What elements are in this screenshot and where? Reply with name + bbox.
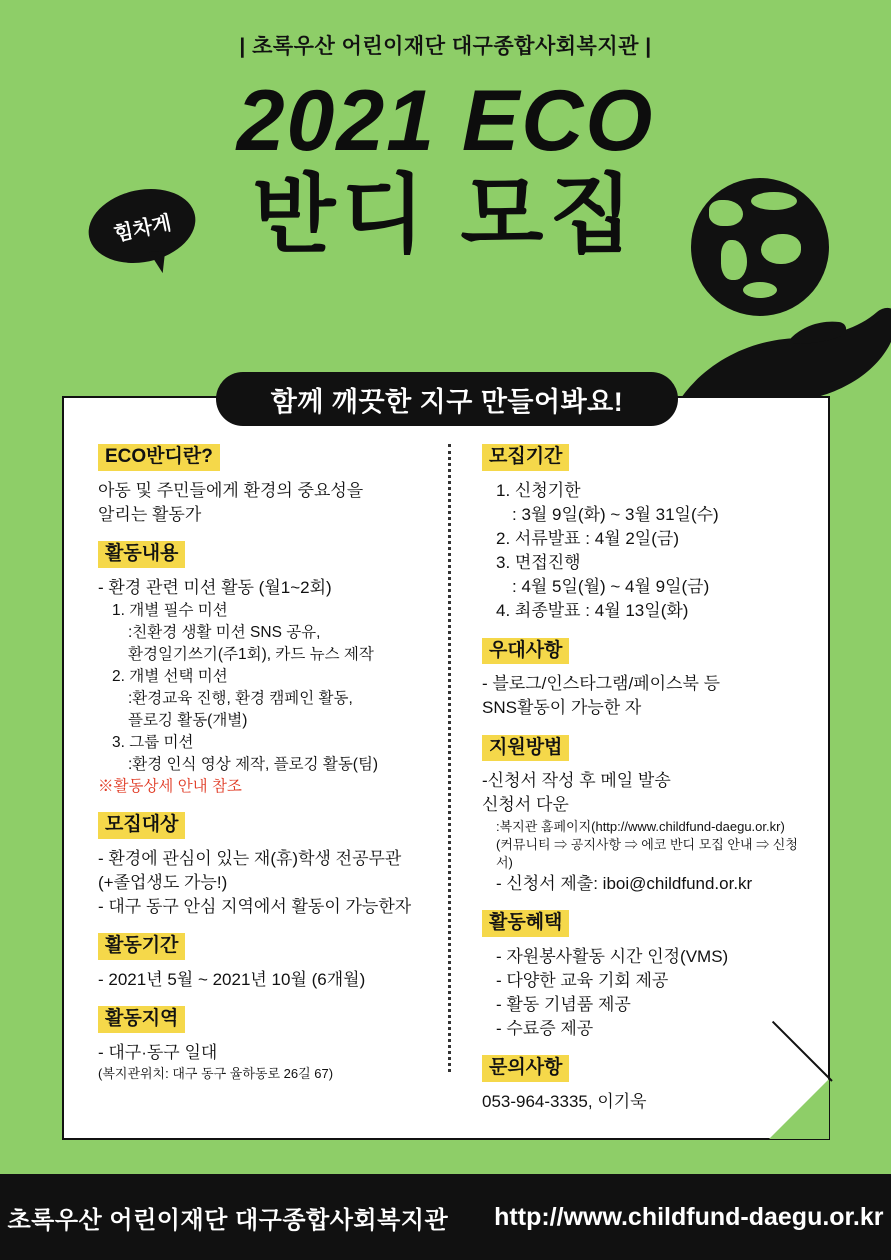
section-recruit-schedule <box>482 444 810 624</box>
apply-path: (커뮤니티 ⇒ 공지사항 ⇒ 에코 반디 모집 안내 ⇒ 신청서) <box>496 836 798 870</box>
section-heading: 우대사항 <box>482 638 569 665</box>
info-card <box>62 396 830 1140</box>
section-heading: 모집대상 <box>98 812 185 839</box>
footer-organization: 초록우산 어린이재단 대구종합사회복지관 <box>7 1206 449 1234</box>
preference-item: SNS활동이 가능한 자 <box>482 698 642 718</box>
region-text: - 대구·동구 일대 <box>98 1042 218 1062</box>
section-benefits <box>482 910 810 1041</box>
apply-email: - 신청서 제출: iboi@childfund.or.kr <box>496 874 753 894</box>
section-period <box>98 933 434 992</box>
activity-item-detail: :환경 인식 영상 제작, 플로깅 활동(팀) <box>128 755 379 773</box>
section-eco-bandi <box>98 444 434 527</box>
period-text: - 2021년 5월 ~ 2021년 10월 (6개월) <box>98 969 366 989</box>
section-target <box>98 812 434 919</box>
target-item: - 대구 동구 안심 지역에서 활동이 가능한자 <box>98 896 412 916</box>
title-line-2: 반디 모집 <box>252 166 639 263</box>
contact-text: 053-964-3335, 이기욱 <box>482 1092 647 1112</box>
schedule-item-detail: : 3월 9일(화) ~ 3월 31일(수) <box>512 504 719 524</box>
organization-header: | 초록우산 어린이재단 대구종합사회복지관 | <box>239 35 652 58</box>
apply-line: -신청서 작성 후 메일 발송 <box>482 771 671 791</box>
section-heading: 활동혜택 <box>482 910 569 937</box>
region-note: (복지관위치: 대구 동구 율하동로 26길 67) <box>98 1065 334 1081</box>
activity-item-detail: 환경일기쓰기(주1회), 카드 뉴스 제작 <box>128 645 374 663</box>
section-apply-method <box>482 735 810 897</box>
activity-lead: - 환경 관련 미션 활동 (월1~2회) <box>98 577 332 597</box>
folded-corner <box>769 1079 829 1139</box>
benefit-item: - 활동 기념품 제공 <box>496 995 631 1015</box>
section-activity-content <box>98 541 434 798</box>
section-heading: 활동내용 <box>98 541 185 568</box>
activity-item: 1. 개별 필수 미션 <box>112 601 228 619</box>
footer-bar <box>0 1174 891 1260</box>
schedule-item-detail: : 4월 5일(월) ~ 4월 9일(금) <box>512 577 710 597</box>
ribbon-slogan: 함께 깨끗한 지구 만들어봐요! <box>216 372 678 426</box>
activity-item: 2. 개별 선택 미션 <box>112 667 228 685</box>
preference-item: - 블로그/인스타그램/페이스북 등 <box>482 674 721 694</box>
section-heading: 활동기간 <box>98 933 185 960</box>
activity-item: 3. 그룹 미션 <box>112 733 194 751</box>
target-item: (+졸업생도 가능!) <box>98 872 228 892</box>
globe-icon <box>691 178 829 316</box>
schedule-item: 1. 신청기한 <box>496 480 581 500</box>
schedule-item: 2. 서류발표 : 4월 2일(금) <box>496 529 679 548</box>
left-column <box>64 444 448 1128</box>
benefit-item: - 수료증 제공 <box>496 1019 594 1039</box>
benefit-item: - 자원봉사활동 시간 인정(VMS) <box>496 946 729 966</box>
apply-homepage: :복지관 홈페이지(http://www.childfund-daegu.or.kr) <box>496 818 785 834</box>
section-text: 아동 및 주민들에게 환경의 중요성을 알리는 활동가 <box>98 480 364 524</box>
activity-item-detail: :환경교육 진행, 환경 캠페인 활동, <box>128 689 353 707</box>
hand-icon <box>671 300 891 410</box>
section-heading: 문의사항 <box>482 1055 569 1082</box>
schedule-item: 3. 면접진행 <box>496 553 581 573</box>
section-contact <box>482 1055 810 1114</box>
apply-line: 신청서 다운 <box>482 795 569 815</box>
section-preference <box>482 638 810 721</box>
schedule-item: 4. 최종발표 : 4월 13일(화) <box>496 601 689 621</box>
section-heading: 모집기간 <box>482 444 569 471</box>
section-heading: 활동지역 <box>98 1006 185 1033</box>
footer-website-link[interactable]: http://www.childfund-daegu.or.kr <box>494 1202 884 1231</box>
section-heading: 지원방법 <box>482 735 569 762</box>
activity-note: ※활동상세 안내 참조 <box>98 777 242 795</box>
activity-item-detail: :친환경 생활 미션 SNS 공유, <box>128 623 321 641</box>
section-region <box>98 1006 434 1083</box>
section-heading: ECO반디란? <box>98 444 220 471</box>
target-item: - 환경에 관심이 있는 재(휴)학생 전공무관 <box>98 848 402 868</box>
speech-bubble-badge: 힘차게 <box>82 180 203 273</box>
benefit-item: - 다양한 교육 기회 제공 <box>496 971 669 991</box>
activity-item-detail: 플로깅 활동(개별) <box>128 711 248 729</box>
title-line-1: 2021 ECO <box>236 73 655 169</box>
